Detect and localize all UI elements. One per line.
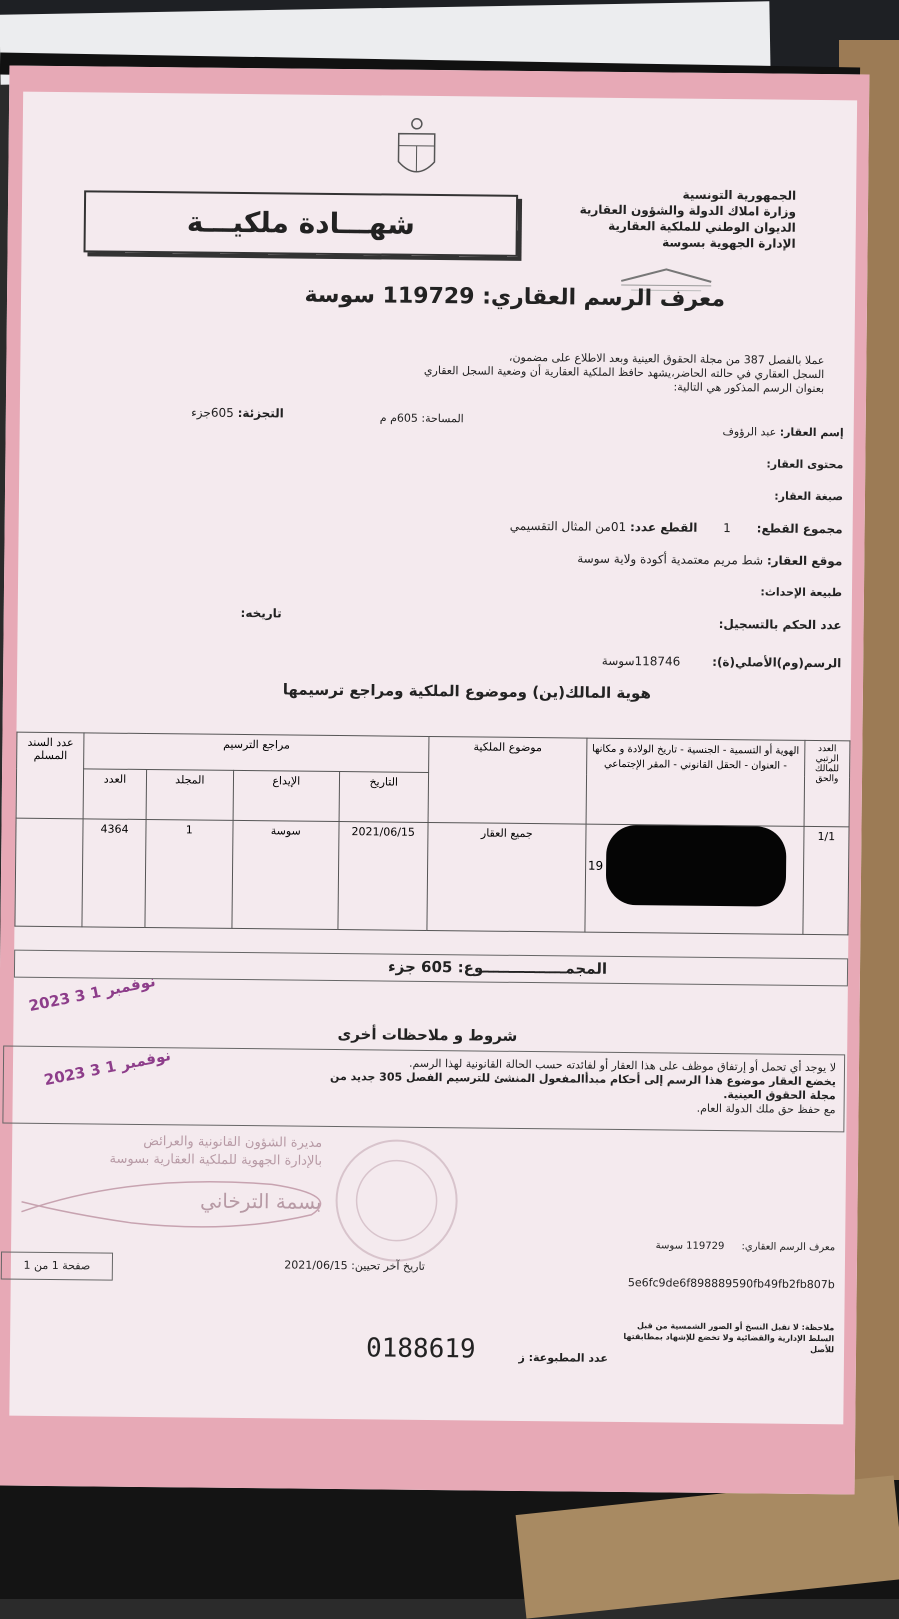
lots-value: 1 bbox=[723, 521, 731, 535]
stamp-line: مديرة الشؤون القانونية والعرائض bbox=[22, 1132, 322, 1153]
lots-label: مجموع القطع: bbox=[757, 521, 843, 536]
subject-cell: جميع العقار bbox=[427, 822, 586, 932]
date-stamp: 2023 نوفمبر 1 3 bbox=[27, 972, 157, 1015]
copy-header: عدد السند المسلم bbox=[16, 732, 84, 819]
rank-cell: 1/1 bbox=[803, 826, 849, 934]
rank-header: العدد الرتبي للمالك والحق bbox=[804, 740, 850, 826]
footer-id-value: 119729 سوسة bbox=[656, 1240, 725, 1252]
redaction-mark bbox=[605, 825, 786, 907]
location-row bbox=[577, 552, 842, 569]
total-value: 605 جزء bbox=[388, 958, 453, 977]
intro-line: بعنوان الرسم المذكور هي التالية: bbox=[344, 377, 824, 396]
condition-line: لا يوجد أي تحمل أو إرتفاق موظف على هذا العقار أو لفائدته حسب الحالة القانونية لهذا الرسم. bbox=[316, 1056, 836, 1075]
conditions-title: شروط و ملاحظات أخرى bbox=[337, 1025, 517, 1045]
round-seal-icon bbox=[331, 1135, 462, 1266]
events-label: طبيعة الإحداث: bbox=[760, 585, 842, 599]
date-stamp: 2023 نوفمبر 1 3 bbox=[42, 1046, 172, 1089]
conditions-text bbox=[316, 1056, 837, 1117]
lot-number-value: 01من المثال التقسيمي bbox=[510, 519, 626, 534]
certificate-document bbox=[0, 66, 869, 1495]
identity-partial: 19 bbox=[588, 859, 603, 873]
footer-id-label: معرف الرسم العقاري: bbox=[741, 1241, 835, 1253]
footer-note: ملاحظة: لا تقبل النسخ أو الصور الشمسية من قبل السلط الإدارية والقضائية ولا تخضع للإشهاد بمطابقتها للأصل bbox=[614, 1320, 834, 1355]
condition-line: يخضع العقار موضوع هذا الرسم إلى أحكام مبدأالمفعول المنشئ للترسيم الفصل 305 جديد من مجلة الحقوق العينية. bbox=[316, 1070, 836, 1103]
area-value: 605م م bbox=[380, 411, 418, 424]
certificate-body bbox=[9, 92, 857, 1425]
location-label: موقع العقار: bbox=[767, 553, 843, 568]
footer-update-row bbox=[284, 1258, 425, 1272]
date-cell: 2021/06/15 bbox=[338, 822, 429, 931]
footer-id-row bbox=[656, 1240, 836, 1253]
refs-header: مراجع الترسيم bbox=[84, 733, 429, 773]
date-label: تاريخه: bbox=[241, 606, 282, 620]
property-id-line bbox=[125, 281, 725, 312]
deposit-cell: سوسة bbox=[232, 820, 339, 929]
intro-line: عملا بالفصل 387 من مجلة الحقوق العينية وبعد الاطلاع على مضمون، bbox=[344, 349, 824, 368]
identity-cell bbox=[585, 824, 804, 934]
stamp-line: بالإدارة الجهوية للملكية العقارية بسوسة bbox=[22, 1150, 322, 1171]
republic-label: الجمهورية التونسية bbox=[536, 185, 796, 204]
subject-header: موضوع الملكية bbox=[428, 736, 587, 824]
number-cell: 4364 bbox=[82, 819, 145, 928]
identity-header: الهوية أو التسمية - الجنسية - تاريخ الولادة و مكانها - العنوان - الحقل القانوني - المقر الإجتماعي bbox=[586, 738, 805, 826]
lots-row bbox=[510, 519, 843, 536]
issuer-header bbox=[536, 185, 797, 252]
subdivision-value: 605جزء bbox=[191, 405, 234, 419]
tunisia-coat-of-arms-icon bbox=[392, 116, 441, 186]
footer-update-label: تاريخ آخر تحيين: bbox=[351, 1259, 425, 1273]
owners-section-title: هوية المالك(ين) وموضوع الملكية ومراجع ترسيمها bbox=[51, 678, 651, 702]
condition-line: مع حفظ حق ملك الدولة العام. bbox=[316, 1098, 836, 1117]
serial-label: عدد المطبوعة: ز bbox=[518, 1351, 608, 1365]
subdivision-row bbox=[191, 405, 284, 420]
location-value: شط مريم معتمدية أكودة ولاية سوسة bbox=[577, 552, 763, 568]
judgment-label: عدد الحكم بالتسجيل: bbox=[719, 617, 842, 632]
date-header: التاريخ bbox=[339, 772, 429, 823]
intro-paragraph bbox=[344, 349, 824, 396]
area-row bbox=[380, 411, 464, 425]
footer-hash: 5e6fc9de6f898889590fb49fb2fb807b bbox=[628, 1276, 835, 1291]
deposit-header: الإيداع bbox=[233, 770, 339, 821]
original-label: الرسم(وم)الأصلي(ة): bbox=[712, 655, 841, 670]
format-label: صبغة العقار: bbox=[774, 490, 843, 504]
total-label: المجمــــــــــــــــوع: bbox=[458, 958, 608, 978]
area-label: المساحة: bbox=[421, 412, 463, 425]
volume-cell: 1 bbox=[145, 820, 234, 929]
original-value: 118746سوسة bbox=[602, 654, 681, 669]
office-label: الديوان الوطني للملكية العقارية bbox=[536, 217, 796, 236]
owners-table bbox=[14, 732, 850, 936]
volume-header: المجلد bbox=[146, 770, 234, 821]
signature-name: بسمة الترخاني bbox=[21, 1190, 321, 1211]
table-row bbox=[15, 818, 849, 935]
total-row bbox=[388, 958, 607, 978]
subdivision-label: التجزئة: bbox=[238, 406, 284, 420]
certificate-title: شهـــادة ملكيـــة bbox=[84, 190, 519, 257]
property-id-label: معرف الرسم العقاري: bbox=[482, 284, 725, 312]
serial-number: 0188619 bbox=[366, 1333, 476, 1364]
number-header: العدد bbox=[83, 769, 146, 820]
signature-icon bbox=[11, 1142, 352, 1236]
property-name-label: إسم العقار: bbox=[780, 426, 844, 440]
copy-cell bbox=[15, 818, 84, 927]
page-indicator: صفحة 1 من 1 bbox=[1, 1252, 113, 1281]
property-name-value: عبد الرؤوف bbox=[722, 425, 776, 439]
original-row bbox=[602, 654, 842, 671]
footer-update-value: 2021/06/15 bbox=[284, 1258, 348, 1272]
content-label: محتوى العقار: bbox=[766, 457, 843, 471]
ministry-label: وزارة املاك الدولة والشؤون العقارية bbox=[536, 201, 796, 220]
property-id-value: 119729 سوسة bbox=[304, 283, 474, 310]
lot-number-label: القطع عدد: bbox=[630, 520, 698, 535]
intro-line: السجل العقاري في حالته الحاضر،يشهد حافظ الملكية العقارية أن وضعية السجل العقاري bbox=[344, 363, 824, 382]
regional-label: الإدارة الجهوية بسوسة bbox=[536, 233, 796, 252]
property-name-row bbox=[722, 425, 843, 439]
